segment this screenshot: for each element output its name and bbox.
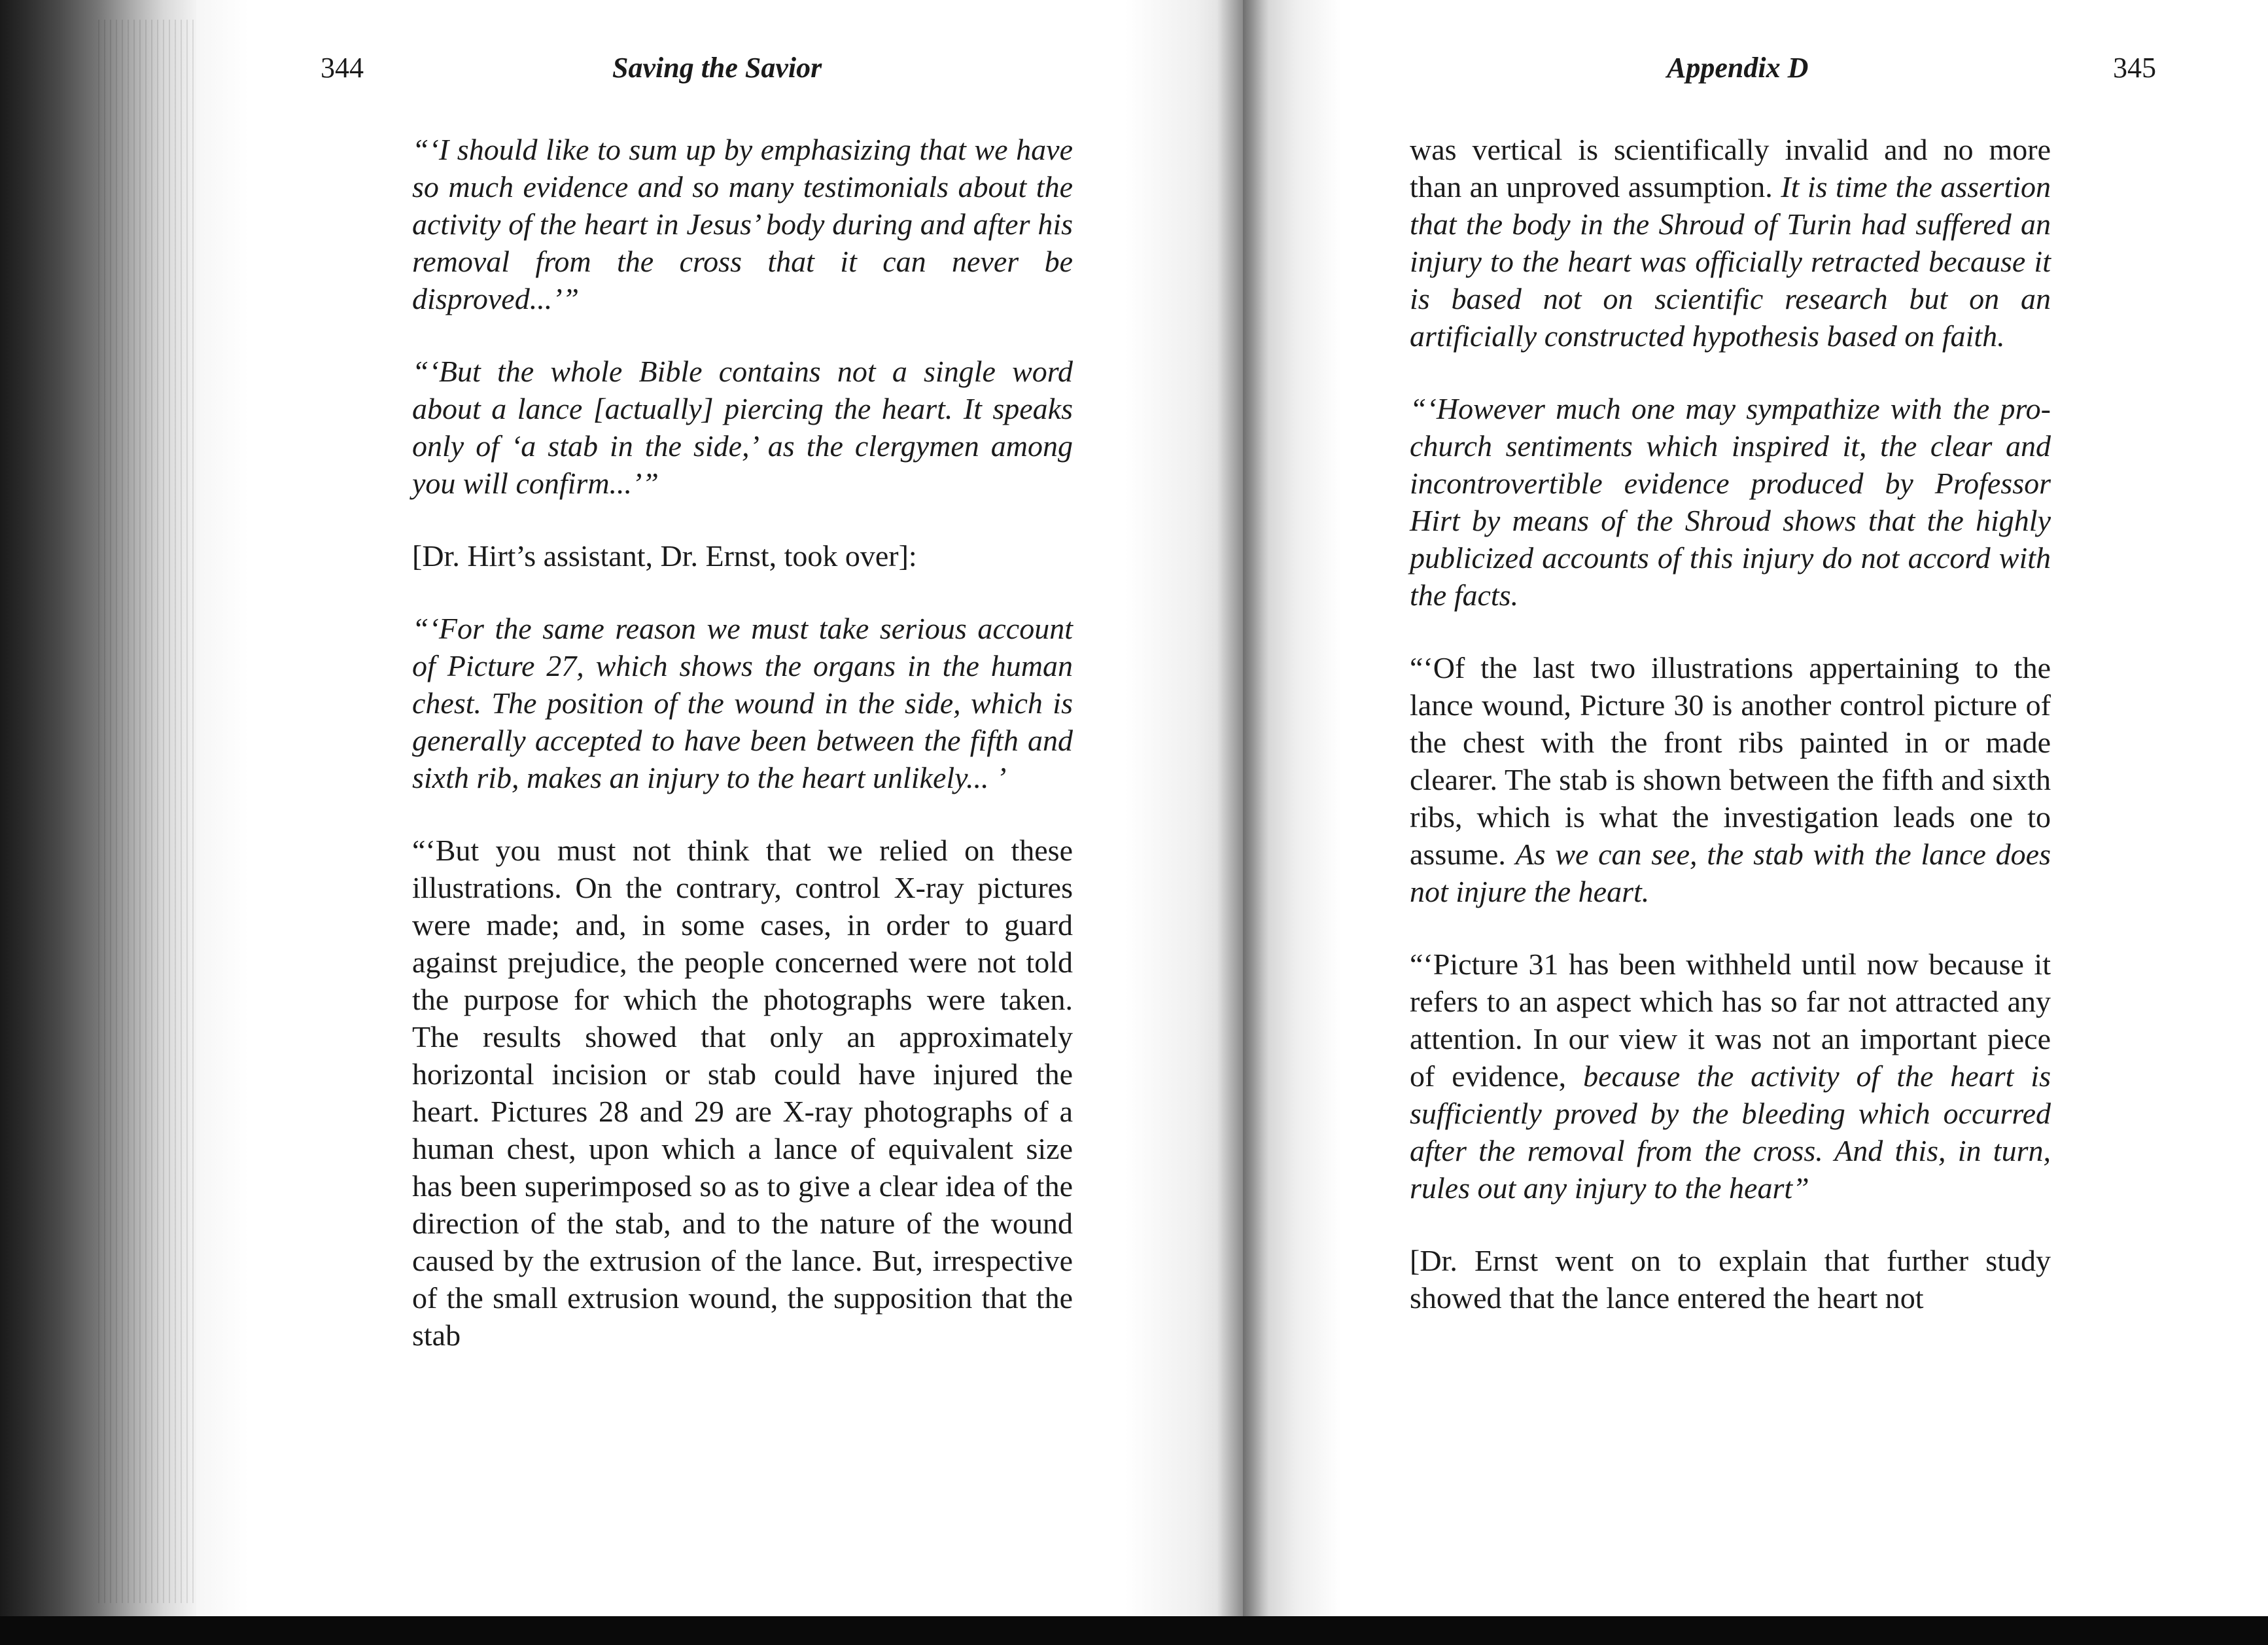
right-paragraph-2 — [1410, 390, 2051, 614]
right-p1-roman: was vertical is scientifically invalid and no more than an unproved assumption. — [1410, 133, 2051, 203]
left-page-body — [412, 131, 1073, 1389]
right-p1-italic: It is time the assertion that the body in the Shroud of Turin had suffered an injury to the heart was officially retracted because it is based not on scientific research but on an artificially constructed hypothesis based on faith. — [1410, 170, 2051, 353]
right-p4-roman: “‘Picture 31 has been withheld until now because it refers to an aspect which has so far not attracted any attention. In our view it was not an important piece of evidence, — [1410, 947, 2051, 1093]
page-edge-lines — [98, 20, 196, 1603]
left-running-head: Saving the Savior — [612, 52, 822, 84]
right-p3-roman: “‘Of the last two illustrations appertaining to the lance wound, Picture 30 is another control picture of the chest with the front ribs painted in or made clearer. The stab is shown between the fifth and sixth ribs, which is what the investigation leads one to assume. — [1410, 651, 2051, 871]
left-paragraph-2: “‘But the whole Bible contains not a single word about a lance [actually] piercing the heart. It speaks only of ‘a stab in the side,’ as the clergymen among you will confirm...’” — [412, 355, 1073, 500]
left-paragraph-5: “‘But you must not think that we relied on these illustrations. On the contrary, control X-ray pictures were made; and, in some cases, in order to guard against prejudice, the people concerned were not told the purpose for which the photographs were taken. The results showed that only an approximately horizontal incision or stab could have injured the heart. Pictures 28 and 29 are X-ray photographs of a human chest, upon which a lance of equivalent size has been superimposed so as to give a clear idea of the direction of the stab, and to the nature of the wound caused by the extrusion of the lance. But, irrespective of the small extrusion wound, the supposition that the stab — [412, 834, 1073, 1352]
right-paragraph-1 — [1410, 131, 2051, 355]
right-page — [1243, 0, 2268, 1619]
right-p4-italic: because the activity of the heart is sufficiently proved by the bleeding which occurred after the removal from the cross. And this, in turn, rules out any injury to the heart” — [1410, 1059, 2051, 1205]
left-paragraph-1: “‘I should like to sum up by emphasizing that we have so much evidence and so many testimonials about the activity of the heart in Jesus’ body during and after his removal from the cross that it can never be disproved...’” — [412, 133, 1073, 315]
right-running-head: Appendix D — [1667, 52, 1809, 84]
right-page-number: 345 — [2113, 52, 2156, 84]
right-p2-italic: “‘However much one may sympathize with the pro-church sentiments which inspired it, the clear and incontrovertible evidence produced by Professor Hirt by means of the Shroud shows that the highly publicized accounts of this injury do not accord with the facts. — [1410, 392, 2051, 612]
left-paragraph-3: [Dr. Hirt’s assistant, Dr. Ernst, took over]: — [412, 539, 917, 573]
right-p5-roman: [Dr. Ernst went on to explain that further study showed that the lance entered the heart not — [1410, 1244, 2051, 1315]
left-paragraph-4: “‘For the same reason we must take serious account of Picture 27, which shows the organs in the human chest. The position of the wound in the side, which is generally accepted to have been between the fifth and sixth rib, makes an injury to the heart unlikely... ’ — [412, 612, 1073, 794]
right-paragraph-4 — [1410, 946, 2051, 1207]
page-edges — [0, 0, 216, 1619]
left-page — [196, 0, 1243, 1619]
right-paragraph-3 — [1410, 649, 2051, 910]
bottom-edge-shadow — [0, 1616, 2268, 1645]
right-p3-italic: As we can see, the stab with the lance does not injure the heart. — [1410, 838, 2051, 908]
right-page-body — [1410, 131, 2051, 1352]
right-paragraph-5 — [1410, 1242, 2051, 1317]
spine-gutter-shadow — [1217, 0, 1269, 1619]
left-page-number: 344 — [321, 52, 364, 84]
